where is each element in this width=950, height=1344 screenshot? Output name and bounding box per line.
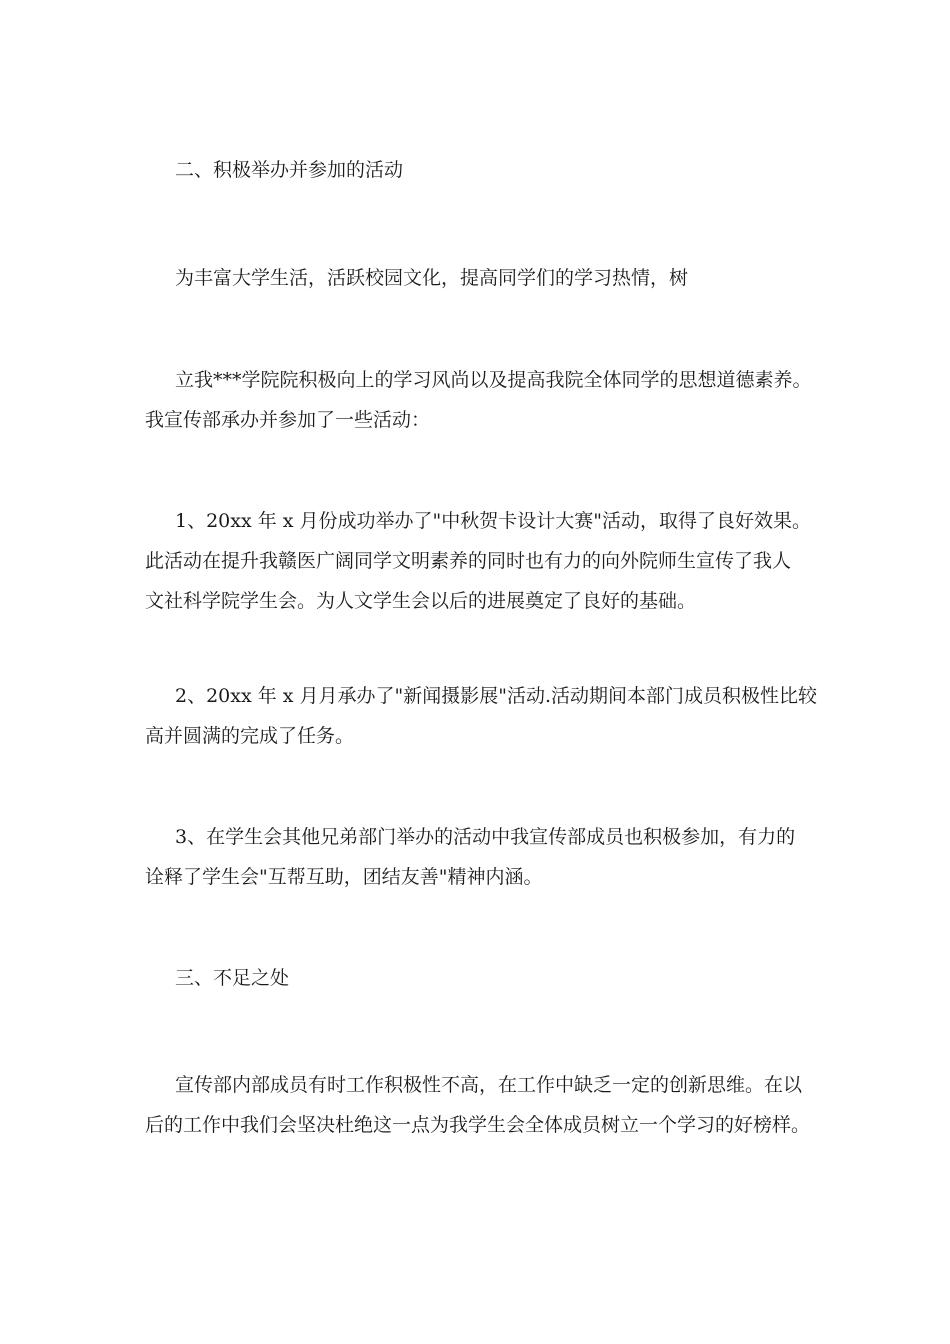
- deficiency-line-1: 宣传部内部成员有时工作积极性不高，在工作中缺乏一定的创新思维。在以: [175, 1074, 803, 1096]
- intro-line-1: 为丰富大学生活，活跃校园文化，提高同学们的学习热情，树: [175, 267, 689, 289]
- deficiency-line-2: 后的工作中我们会坚决杜绝这一点为我学生会全体成员树立一个学习的好榜样。: [145, 1114, 811, 1136]
- section-heading-activities: 二、积极举办并参加的活动: [175, 159, 404, 181]
- item-3-line-2: 诠释了学生会"互帮互助，团结友善"精神内涵。: [145, 866, 543, 888]
- item-1-line-2: 此活动在提升我赣医广阔同学文明素养的同时也有力的向外院师生宣传了我人: [145, 550, 792, 572]
- item-1-line-1: 1、20xx 年 x 月份成功举办了"中秋贺卡设计大赛"活动，取得了良好效果。: [175, 510, 812, 532]
- intro-line-3: 我宣传部承办并参加了一些活动：: [145, 409, 431, 431]
- item-2-line-2: 高并圆满的完成了任务。: [145, 725, 355, 747]
- section-heading-deficiencies: 三、不足之处: [175, 967, 290, 989]
- intro-paragraph-continued: [145, 360, 813, 440]
- item-3-line-1: 3、在学生会其他兄弟部门举办的活动中我宣传部成员也积极参加，有力的: [175, 826, 796, 848]
- item-2-line-1: 2、20xx 年 x 月月承办了"新闻摄影展"活动.活动期间本部门成员积极性比较: [175, 685, 818, 707]
- activity-item-2: [145, 676, 818, 756]
- item-1-line-3: 文社科学院学生会。为人文学生会以后的进展奠定了良好的基础。: [145, 590, 697, 612]
- activity-item-3: [145, 817, 813, 897]
- deficiency-paragraph: [145, 1065, 813, 1145]
- activity-item-1: [145, 501, 813, 621]
- intro-line-2: 立我***学院院积极向上的学习风尚以及提高我院全体同学的思想道德素养。: [175, 369, 812, 391]
- intro-paragraph: [145, 258, 813, 298]
